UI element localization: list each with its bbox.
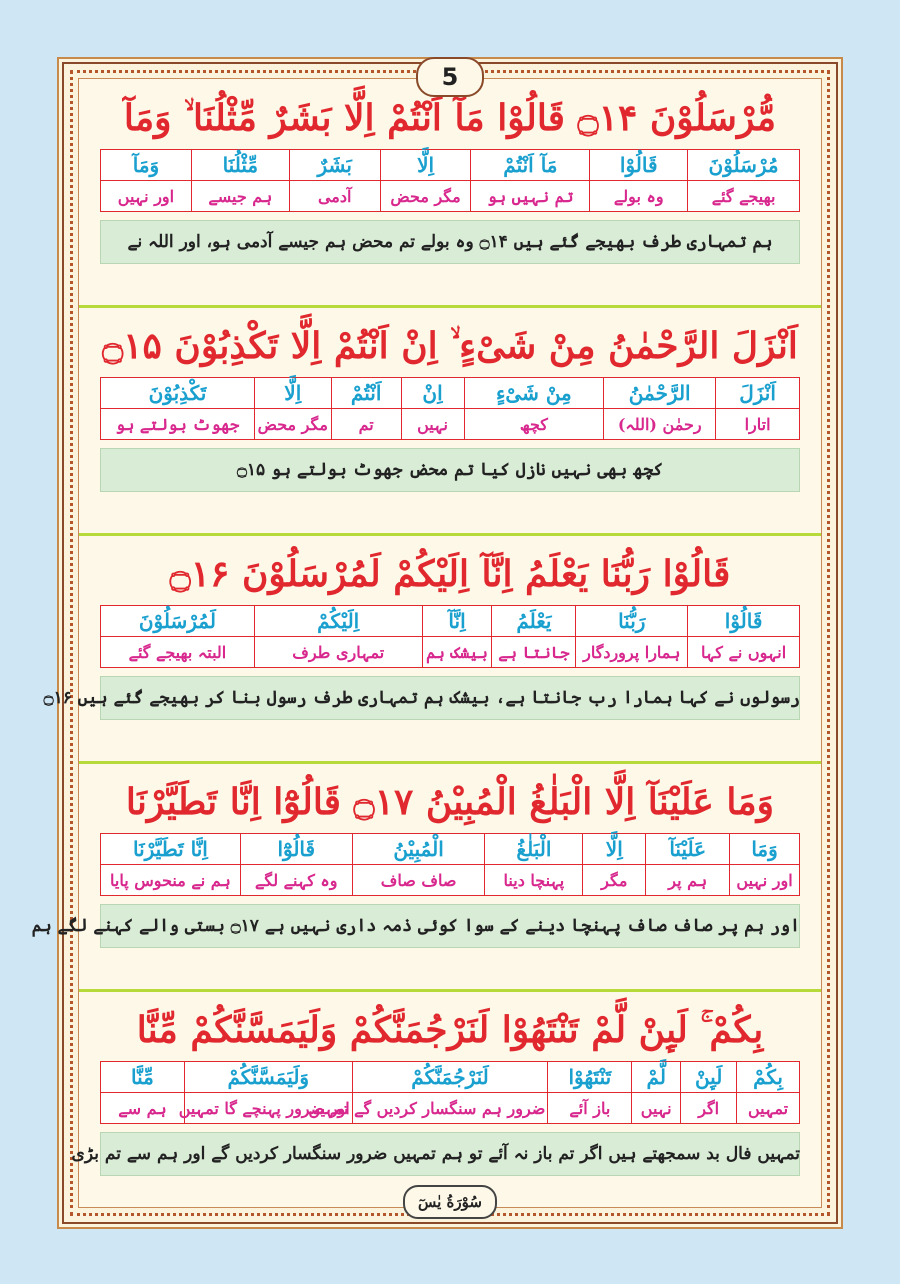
ayah-line: بِكُمْ ۚ لَىِٕنْ لَّمْ تَنْتَهُوْا لَنَرْجُمَنَّكُمْ وَلَیَمَسَّنَّكُمْ مِّنَّا xyxy=(136,1009,764,1051)
section-divider xyxy=(79,533,821,536)
arabic-word-row xyxy=(101,1062,800,1093)
arabic-word: رَبُّنَا xyxy=(576,606,688,637)
urdu-meaning: پہنچا دینا xyxy=(485,865,583,896)
arabic-word: عَلَیْنَآ xyxy=(646,834,730,865)
arabic-word: لَمُرْسَلُوْنَ xyxy=(101,606,255,637)
surah-name-badge: سُوْرَةُ یٰسٓ xyxy=(403,1185,497,1219)
urdu-meaning: اور نہیں xyxy=(101,181,192,212)
urdu-meaning: تمہاری طرف xyxy=(254,637,422,668)
urdu-meaning-row xyxy=(101,637,800,668)
word-table xyxy=(100,833,800,896)
urdu-meaning: صاف صاف xyxy=(352,865,485,896)
ayah-line: اَنْزَلَ الرَّحْمٰنُ مِنْ شَیْءٍ ۙ اِنْ اَنْتُمْ اِلَّا تَكْذِبُوْنَ ۝۱۵ xyxy=(102,325,798,367)
ayah-line: مُّرْسَلُوْنَ ۝۱۴ قَالُوْا مَآ اَنْتُمْ اِلَّا بَشَرٌ مِّثْلُنَا ۙ وَمَآ xyxy=(123,97,777,139)
arabic-word: اِلَیْكُمْ xyxy=(254,606,422,637)
translation-line: رسولوں نے کہا ہمارا رب جانتا ہے، بیشک ہم تمہاری طرف رسول بنا کر بھیجے گئے ہیں ۝۱۶ xyxy=(100,676,800,720)
urdu-meaning: اور ضرور پہنچے گا تمہیں xyxy=(184,1093,352,1124)
arabic-word: اِلَّا xyxy=(380,150,471,181)
urdu-meaning-row xyxy=(101,181,800,212)
urdu-meaning-row xyxy=(101,865,800,896)
arabic-word-row xyxy=(101,378,800,409)
translation-line: کچھ بھی نہیں نازل کیا تم محض جھوٹ بولتے ہو ۝۱۵ xyxy=(100,448,800,492)
arabic-word: مَآ اَنْتُمْ xyxy=(471,150,590,181)
urdu-meaning: نہیں xyxy=(401,409,464,440)
urdu-meaning: ہم سے xyxy=(101,1093,185,1124)
arabic-word: مِّنَّا xyxy=(101,1062,185,1093)
urdu-meaning: تم xyxy=(331,409,401,440)
translation-line: اور ہم پر صاف صاف پہنچا دینے کے سوا کوئی ذمہ داری نہیں ہے ۝۱۷ بستی والے کہنے لگے ہم xyxy=(100,904,800,948)
urdu-meaning: مگر محض xyxy=(380,181,471,212)
arabic-word: قَالُوْا xyxy=(688,606,800,637)
verse-section-5 xyxy=(71,999,821,1176)
urdu-meaning: کچھ xyxy=(464,409,604,440)
word-table xyxy=(100,377,800,440)
arabic-word: بِكُمْ xyxy=(737,1062,800,1093)
arabic-word: وَمَا xyxy=(730,834,800,865)
arabic-word: بَشَرٌ xyxy=(289,150,380,181)
urdu-meaning: تمہیں xyxy=(737,1093,800,1124)
urdu-meaning: البتہ بھیجے گئے xyxy=(101,637,255,668)
arabic-word: قَالُوْٓا xyxy=(240,834,352,865)
urdu-meaning: رحمٰن (اللہ) xyxy=(604,409,716,440)
verse-section-3 xyxy=(43,543,821,720)
arabic-word: مُرْسَلُوْنَ xyxy=(688,150,800,181)
ayah-line: وَمَا عَلَیْنَآ اِلَّا الْبَلٰغُ الْمُبِیْنُ ۝۱۷ قَالُوْٓا اِنَّا تَطَیَّرْنَا xyxy=(125,781,775,823)
verse-section-4 xyxy=(31,771,821,948)
urdu-meaning: ضرور ہم سنگسار کردیں گے تمہیں xyxy=(352,1093,548,1124)
arabic-word: قَالُوْا xyxy=(590,150,688,181)
ayah-line: قَالُوْا رَبُّنَا یَعْلَمُ اِنَّآ اِلَیْكُمْ لَمُرْسَلُوْنَ ۝۱۶ xyxy=(169,553,731,595)
urdu-meaning: وہ بولے xyxy=(590,181,688,212)
urdu-meaning-row xyxy=(101,1093,800,1124)
urdu-meaning: انہوں نے کہا xyxy=(688,637,800,668)
page-content xyxy=(31,63,822,1211)
arabic-word: لَنَرْجُمَنَّكُمْ xyxy=(352,1062,548,1093)
arabic-word: لَىِٕنْ xyxy=(681,1062,737,1093)
word-table xyxy=(100,1061,800,1124)
arabic-word: اِنَّا تَطَیَّرْنَا xyxy=(101,834,241,865)
urdu-meaning: باز آئے xyxy=(548,1093,632,1124)
arabic-word: اَنْتُمْ xyxy=(331,378,401,409)
arabic-word: تَكْذِبُوْنَ xyxy=(101,378,255,409)
urdu-meaning: نہیں xyxy=(632,1093,681,1124)
urdu-meaning: مگر محض xyxy=(254,409,331,440)
arabic-word: الرَّحْمٰنُ xyxy=(604,378,716,409)
urdu-meaning-row xyxy=(101,409,800,440)
verse-section-1 xyxy=(79,87,821,264)
urdu-meaning: ہم پر xyxy=(646,865,730,896)
arabic-word-row xyxy=(101,606,800,637)
translation-line: تمہیں فال بد سمجھتے ہیں اگر تم باز نہ آئے تو ہم تمہیں ضرور سنگسار کردیں گے اور ہم سے تم بڑی xyxy=(100,1132,800,1176)
arabic-word-row xyxy=(101,150,800,181)
urdu-meaning: جھوٹ بولتے ہو xyxy=(101,409,255,440)
urdu-meaning: اگر xyxy=(681,1093,737,1124)
arabic-word: مِّثْلُنَا xyxy=(191,150,289,181)
arabic-word: یَعْلَمُ xyxy=(492,606,576,637)
urdu-meaning: بیشک ہم xyxy=(422,637,492,668)
urdu-meaning: آدمی xyxy=(289,181,380,212)
arabic-word: اِلَّا xyxy=(583,834,646,865)
arabic-word-row xyxy=(101,834,800,865)
word-table xyxy=(100,149,800,212)
urdu-meaning: بھیجے گئے xyxy=(688,181,800,212)
word-table xyxy=(100,605,800,668)
section-divider xyxy=(79,989,821,992)
urdu-meaning: ہم جیسے xyxy=(191,181,289,212)
arabic-word: اِنْ xyxy=(401,378,464,409)
arabic-word: وَمَآ xyxy=(101,150,192,181)
arabic-word: الْبَلٰغُ xyxy=(485,834,583,865)
arabic-word: وَلَیَمَسَّنَّكُمْ xyxy=(184,1062,352,1093)
urdu-meaning: ہمارا پروردگار xyxy=(576,637,688,668)
urdu-meaning: وہ کہنے لگے xyxy=(240,865,352,896)
arabic-word: اَنْزَلَ xyxy=(716,378,800,409)
section-divider xyxy=(79,761,821,764)
arabic-word: مِنْ شَیْءٍ xyxy=(464,378,604,409)
page-number: 5 xyxy=(416,57,484,97)
arabic-word: اِلَّا xyxy=(254,378,331,409)
quran-page xyxy=(31,62,838,1224)
verse-section-2 xyxy=(79,315,821,492)
urdu-meaning: اتارا xyxy=(716,409,800,440)
arabic-word: لَّمْ xyxy=(632,1062,681,1093)
arabic-word: اِنَّآ xyxy=(422,606,492,637)
arabic-word: تَنْتَهُوْا xyxy=(548,1062,632,1093)
translation-line: ہم تمہاری طرف بھیجے گئے ہیں ۝۱۴ وہ بولے تم محض ہم جیسے آدمی ہو، اور اللہ نے xyxy=(100,220,800,264)
arabic-word: الْمُبِیْنُ xyxy=(352,834,485,865)
urdu-meaning: تم نہیں ہو xyxy=(471,181,590,212)
urdu-meaning: جانتا ہے xyxy=(492,637,576,668)
section-divider xyxy=(79,305,821,308)
urdu-meaning: اور نہیں xyxy=(730,865,800,896)
urdu-meaning: ہم نے منحوس پایا xyxy=(101,865,241,896)
urdu-meaning: مگر xyxy=(583,865,646,896)
